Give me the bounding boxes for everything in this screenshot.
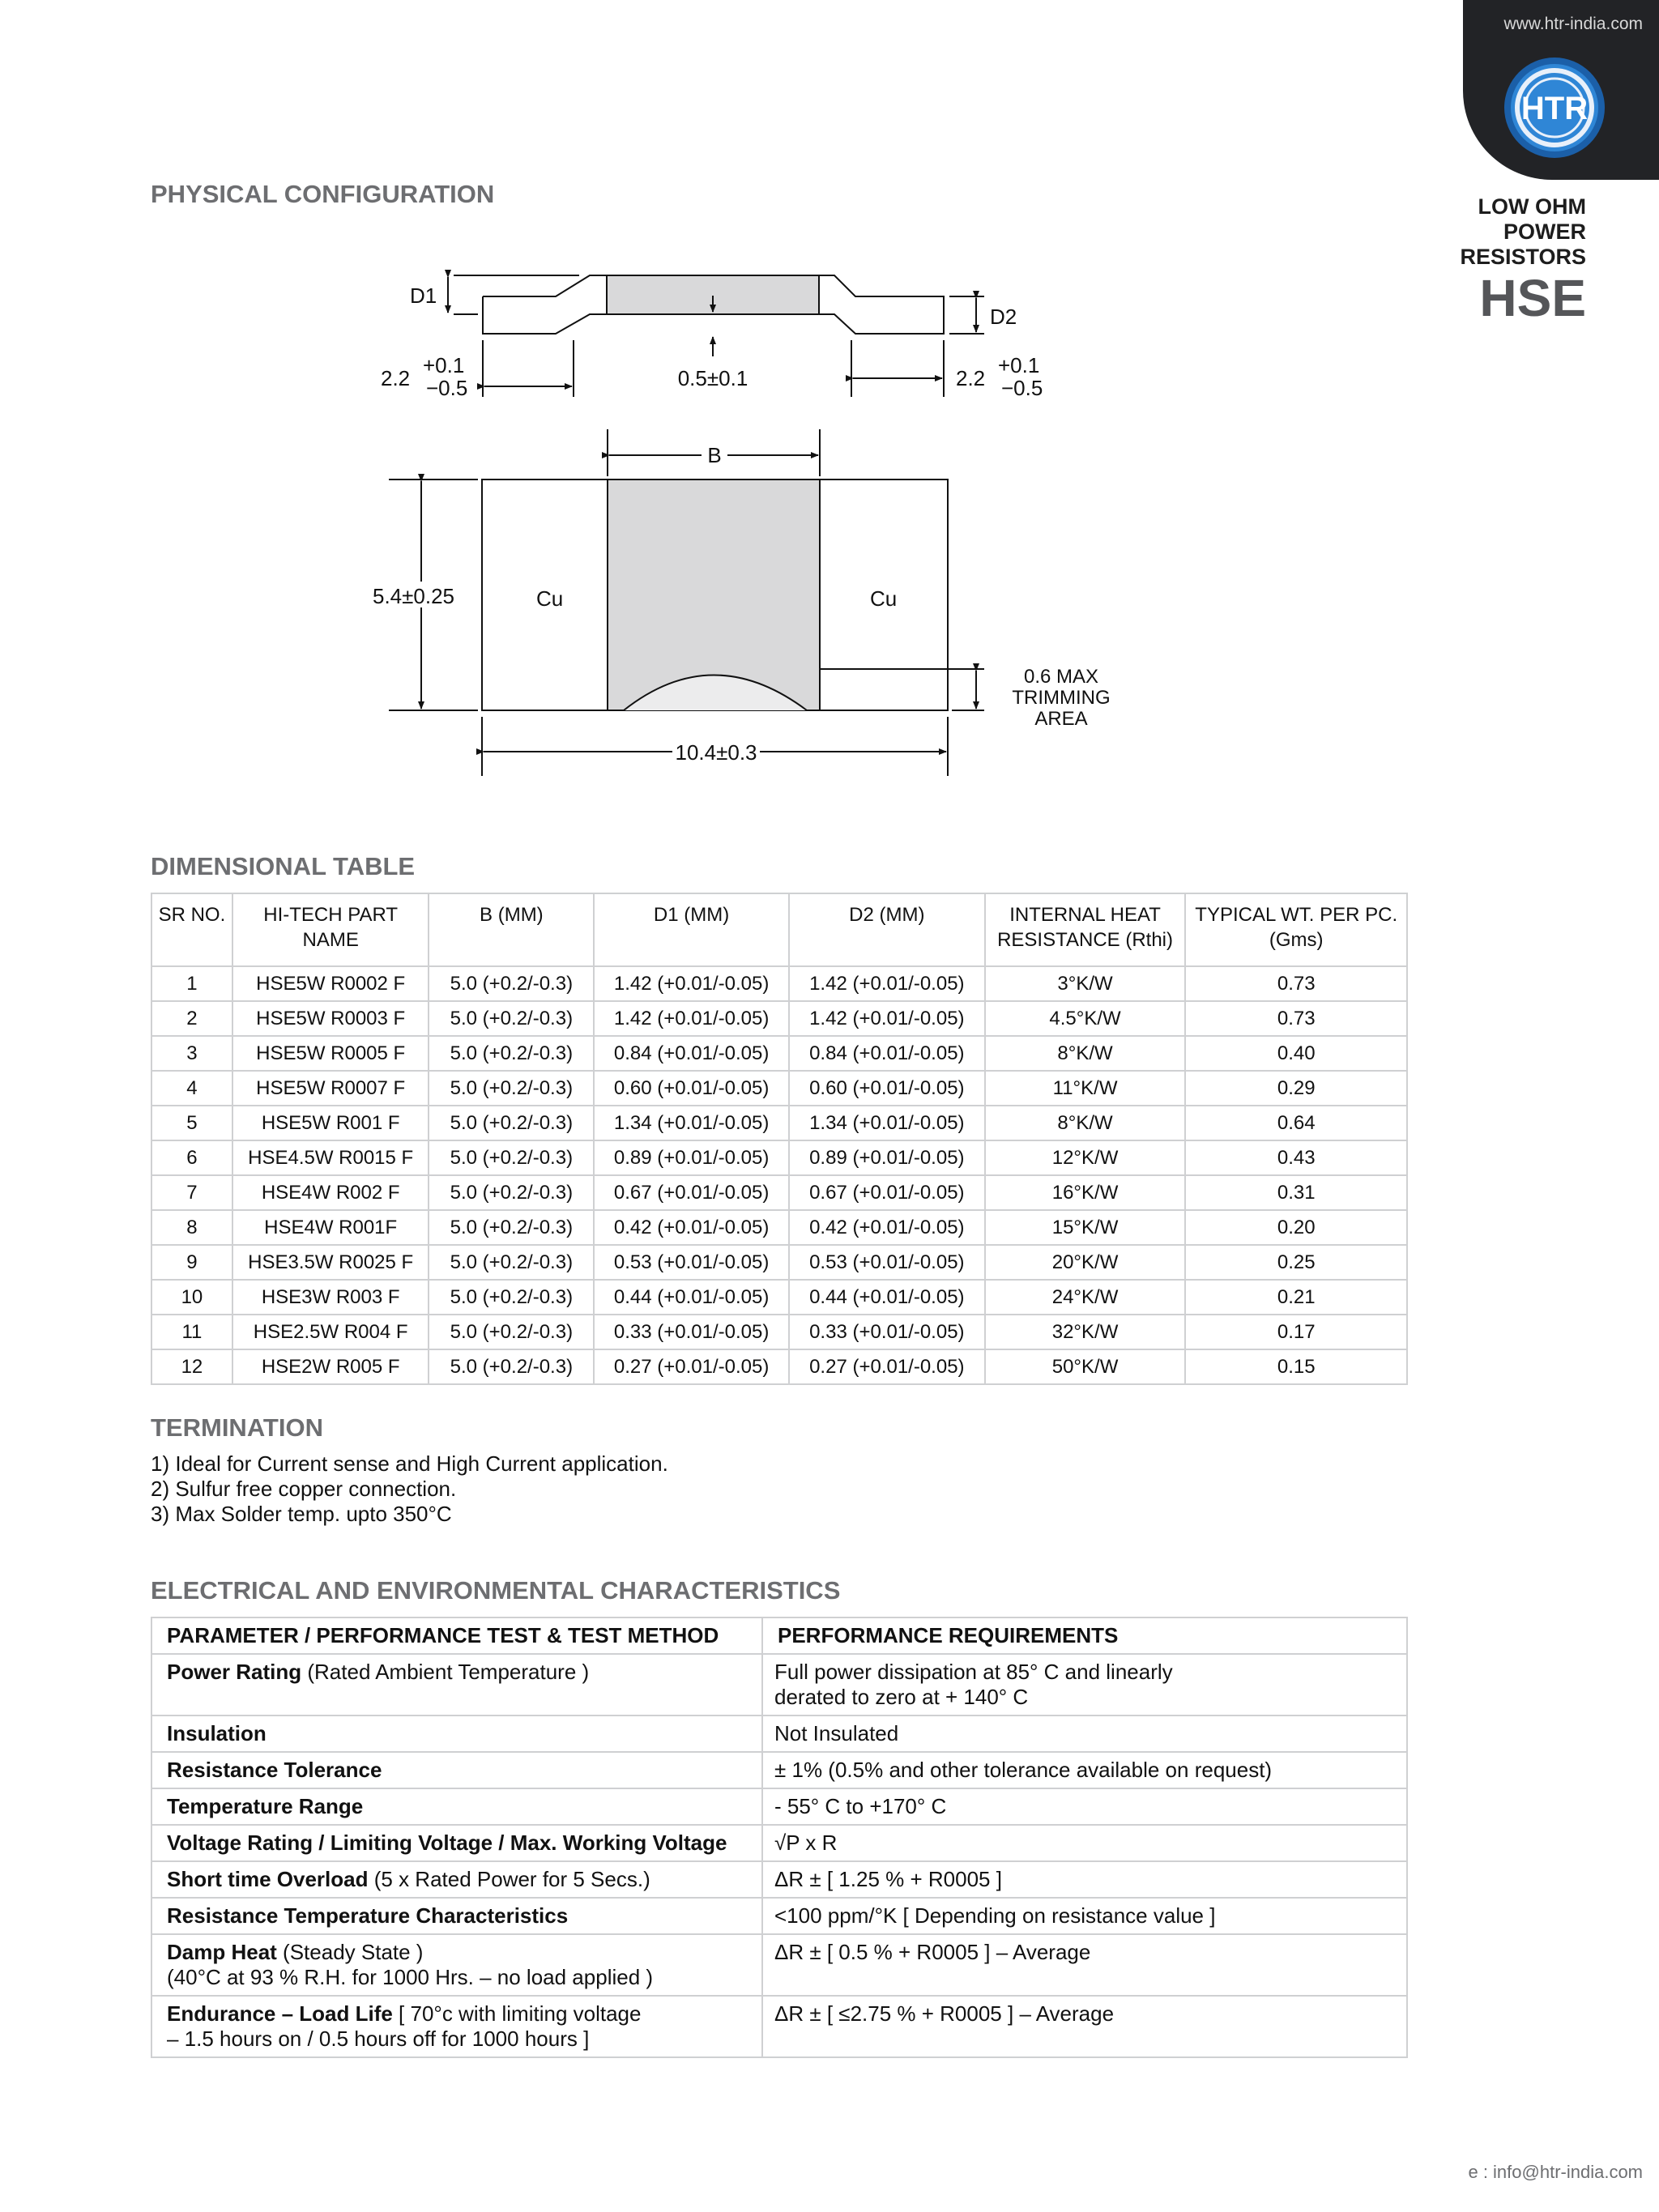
table-row [151,1001,1407,1036]
parameter-name: Insulation [167,1721,267,1745]
table-row [151,1654,1407,1715]
cell-b: 5.0 (+0.2/-0.3) [429,1140,594,1175]
cell-part-name: HSE2W R005 F [232,1349,429,1384]
table-row [151,1996,1407,2057]
requirement-line-1: √P x R [774,1831,838,1855]
cell-part-name: HSE5W R0002 F [232,966,429,1001]
cell-sr-no: 2 [151,1001,232,1036]
table-row [151,1140,1407,1175]
cell-sr-no: 4 [151,1071,232,1106]
requirement-line-2: derated to zero at + 140° C [774,1685,1029,1709]
table-row [151,1934,1407,1996]
cell-requirement [762,1752,1407,1788]
col-heat-resistance-1: INTERNAL HEAT [1009,904,1161,926]
col-sr-no: SR NO. [151,893,232,966]
requirement-line-1: Full power dissipation at 85° C and linearly [774,1660,1173,1684]
cell-weight: 0.15 [1185,1349,1407,1384]
series-line-2: POWER [1503,219,1586,244]
parameter-name: Resistance Tolerance [167,1758,382,1782]
parameter-name: Power Rating [167,1660,302,1684]
cell-d2: 0.84 (+0.01/-0.05) [789,1036,985,1071]
cell-b: 5.0 (+0.2/-0.3) [429,1315,594,1349]
col-heat-resistance [985,893,1186,966]
requirement-line-1: Not Insulated [774,1721,899,1745]
dimensional-table [151,893,1408,1385]
cell-d2: 0.42 (+0.01/-0.05) [789,1210,985,1245]
label-b: B [707,443,722,467]
cell-weight: 0.31 [1185,1175,1407,1210]
requirement-line-1: ΔR ± [ 0.5 % + R0005 ] – Average [774,1940,1091,1964]
termination-title: TERMINATION [151,1413,323,1442]
cell-d1: 0.84 (+0.01/-0.05) [594,1036,789,1071]
logo-text: HTR [1520,91,1589,126]
cell-heat-resistance: 11°K/W [985,1071,1186,1106]
table-row [151,1752,1407,1788]
col-parameter: PARAMETER / PERFORMANCE TEST & TEST METHOD [151,1617,762,1654]
cell-d2: 1.42 (+0.01/-0.05) [789,1001,985,1036]
cell-requirement [762,1861,1407,1898]
cell-weight: 0.29 [1185,1071,1407,1106]
series-code: HSE [1479,269,1586,327]
label-trim-1: 0.6 MAX [1023,666,1099,688]
requirement-line-1: - 55° C to +170° C [774,1794,947,1818]
cell-weight: 0.40 [1185,1036,1407,1071]
dimensional-table-title: DIMENSIONAL TABLE [151,852,416,880]
cell-part-name: HSE2.5W R004 F [232,1315,429,1349]
cell-sr-no: 1 [151,966,232,1001]
cell-heat-resistance: 4.5°K/W [985,1001,1186,1036]
cell-sr-no: 10 [151,1280,232,1315]
cell-d1: 1.42 (+0.01/-0.05) [594,1001,789,1036]
cell-part-name: HSE5W R0003 F [232,1001,429,1036]
cell-weight: 0.21 [1185,1280,1407,1315]
parameter-condition: (Rated Ambient Temperature ) [301,1660,590,1684]
col-d1: D1 (MM) [594,893,789,966]
termination-item-3: 3) Max Solder temp. upto 350°C [151,1502,452,1526]
label-d1: D1 [410,283,437,308]
cell-d1: 0.60 (+0.01/-0.05) [594,1071,789,1106]
label-cu-right: Cu [870,586,898,611]
cell-parameter [151,1934,762,1996]
cell-d1: 0.89 (+0.01/-0.05) [594,1140,789,1175]
table-row [151,1210,1407,1245]
cell-parameter [151,1654,762,1715]
cell-d2: 1.34 (+0.01/-0.05) [789,1106,985,1140]
cell-requirement [762,1898,1407,1934]
label-length: 10.4±0.3 [675,740,757,765]
table-row [151,966,1407,1001]
label-d2: D2 [990,305,1017,329]
label-right-lead: 2.2 [956,366,986,390]
cell-sr-no: 9 [151,1245,232,1280]
cell-part-name: HSE3.5W R0025 F [232,1245,429,1280]
parameter-name: Endurance – Load Life [167,2001,393,2026]
cell-d1: 0.67 (+0.01/-0.05) [594,1175,789,1210]
requirement-line-1: <100 ppm/°K [ Depending on resistance value ] [774,1903,1216,1928]
cell-weight: 0.25 [1185,1245,1407,1280]
cell-requirement [762,1788,1407,1825]
cell-part-name: HSE3W R003 F [232,1280,429,1315]
cell-b: 5.0 (+0.2/-0.3) [429,1001,594,1036]
product-series [1460,194,1586,326]
cell-weight: 0.17 [1185,1315,1407,1349]
label-left-tol-top: +0.1 [423,353,465,377]
col-weight [1185,893,1407,966]
cell-d1: 0.33 (+0.01/-0.05) [594,1315,789,1349]
cell-requirement [762,1715,1407,1752]
cell-b: 5.0 (+0.2/-0.3) [429,1106,594,1140]
cell-d1: 0.44 (+0.01/-0.05) [594,1280,789,1315]
parameter-condition: [ 70°c with limiting voltage [392,2001,642,2026]
cell-sr-no: 12 [151,1349,232,1384]
label-right-tol-top: +0.1 [998,353,1040,377]
cell-sr-no: 5 [151,1106,232,1140]
col-d2: D2 (MM) [789,893,985,966]
footer-email[interactable]: e : info@htr-india.com [1468,2162,1643,2182]
cell-part-name: HSE5W R0007 F [232,1071,429,1106]
cell-sr-no: 7 [151,1175,232,1210]
cell-d2: 0.67 (+0.01/-0.05) [789,1175,985,1210]
table-row [151,1280,1407,1315]
cell-heat-resistance: 20°K/W [985,1245,1186,1280]
cell-parameter [151,1788,762,1825]
cell-heat-resistance: 3°K/W [985,966,1186,1001]
label-right-tol-bottom: −0.5 [1001,376,1043,400]
table-row [151,1175,1407,1210]
cell-parameter [151,1861,762,1898]
parameter-condition: (Steady State ) [276,1940,424,1964]
cell-sr-no: 11 [151,1315,232,1349]
cell-b: 5.0 (+0.2/-0.3) [429,1280,594,1315]
cell-d2: 0.60 (+0.01/-0.05) [789,1071,985,1106]
termination-list [151,1451,668,1527]
cell-b: 5.0 (+0.2/-0.3) [429,1036,594,1071]
col-requirement: PERFORMANCE REQUIREMENTS [762,1617,1407,1654]
table-row [151,1898,1407,1934]
cell-part-name: HSE5W R001 F [232,1106,429,1140]
table-row [151,1315,1407,1349]
col-weight-1: TYPICAL WT. PER PC. [1195,904,1398,926]
cell-b: 5.0 (+0.2/-0.3) [429,1245,594,1280]
cell-sr-no: 8 [151,1210,232,1245]
cell-part-name: HSE4W R002 F [232,1175,429,1210]
cell-d2: 1.42 (+0.01/-0.05) [789,966,985,1001]
cell-heat-resistance: 12°K/W [985,1140,1186,1175]
cell-heat-resistance: 16°K/W [985,1175,1186,1210]
table-row [151,1788,1407,1825]
label-trim-3: AREA [1034,708,1088,730]
website-url[interactable]: www.htr-india.com [1503,15,1643,33]
label-height: 5.4±0.25 [373,584,455,608]
cell-d2: 0.33 (+0.01/-0.05) [789,1315,985,1349]
termination-item-1: 1) Ideal for Current sense and High Current application. [151,1451,668,1476]
parameter-condition-line-2: (40°C at 93 % R.H. for 1000 Hrs. – no load applied ) [167,1965,654,1989]
table-row [151,1715,1407,1752]
parameter-name: Damp Heat [167,1940,277,1964]
label-left-tol-bottom: −0.5 [426,376,468,400]
header-corner [1463,0,1659,180]
electrical-header-row [151,1617,1407,1654]
cell-d1: 0.53 (+0.01/-0.05) [594,1245,789,1280]
cell-parameter [151,1825,762,1861]
cell-requirement [762,1654,1407,1715]
label-left-lead: 2.2 [381,366,411,390]
table-row [151,1106,1407,1140]
dimensional-header-row [151,893,1407,966]
cell-part-name: HSE5W R0005 F [232,1036,429,1071]
cell-weight: 0.73 [1185,1001,1407,1036]
cell-parameter [151,1996,762,2057]
col-weight-2: (Gms) [1269,929,1324,951]
table-row [151,1861,1407,1898]
cell-sr-no: 6 [151,1140,232,1175]
cell-heat-resistance: 50°K/W [985,1349,1186,1384]
cell-d1: 1.34 (+0.01/-0.05) [594,1106,789,1140]
cell-heat-resistance: 8°K/W [985,1106,1186,1140]
cell-b: 5.0 (+0.2/-0.3) [429,1349,594,1384]
parameter-condition-line-2: – 1.5 hours on / 0.5 hours off for 1000 hours ] [167,2027,590,2051]
col-heat-resistance-2: RESISTANCE (Rthi) [997,929,1173,951]
cell-requirement [762,1996,1407,2057]
requirement-line-1: ± 1% (0.5% and other tolerance available on request) [774,1758,1273,1782]
cell-part-name: HSE4W R001F [232,1210,429,1245]
table-row [151,1071,1407,1106]
col-part-name: HI-TECH PART NAME [232,893,429,966]
cell-d2: 0.53 (+0.01/-0.05) [789,1245,985,1280]
cell-weight: 0.20 [1185,1210,1407,1245]
cell-parameter [151,1715,762,1752]
cell-requirement [762,1825,1407,1861]
termination-item-2: 2) Sulfur free copper connection. [151,1477,457,1501]
parameter-name: Temperature Range [167,1794,364,1818]
cell-part-name: HSE4.5W R0015 F [232,1140,429,1175]
electrical-table [151,1617,1408,2058]
cell-heat-resistance: 15°K/W [985,1210,1186,1245]
table-row [151,1349,1407,1384]
table-row [151,1036,1407,1071]
cell-heat-resistance: 8°K/W [985,1036,1186,1071]
cell-requirement [762,1934,1407,1996]
cell-d1: 0.42 (+0.01/-0.05) [594,1210,789,1245]
cell-b: 5.0 (+0.2/-0.3) [429,1071,594,1106]
table-row [151,1825,1407,1861]
label-cu-left: Cu [536,586,564,611]
requirement-line-1: ΔR ± [ 1.25 % + R0005 ] [774,1867,1002,1891]
parameter-name: Voltage Rating / Limiting Voltage / Max. Working Voltage [167,1831,727,1855]
physical-configuration-title: PHYSICAL CONFIGURATION [151,180,495,208]
label-thickness: 0.5±0.1 [677,366,748,390]
requirement-line-1: ΔR ± [ ≤2.75 % + R0005 ] – Average [774,2001,1115,2026]
cell-d2: 0.44 (+0.01/-0.05) [789,1280,985,1315]
cell-heat-resistance: 24°K/W [985,1280,1186,1315]
cell-weight: 0.43 [1185,1140,1407,1175]
cell-heat-resistance: 32°K/W [985,1315,1186,1349]
label-trim-2: TRIMMING [1012,687,1111,709]
cell-weight: 0.64 [1185,1106,1407,1140]
parameter-condition: (5 x Rated Power for 5 Secs.) [368,1867,650,1891]
cell-b: 5.0 (+0.2/-0.3) [429,1175,594,1210]
col-b: B (MM) [429,893,594,966]
cell-d1: 0.27 (+0.01/-0.05) [594,1349,789,1384]
physical-configuration-drawing [356,258,1111,792]
series-line-1: LOW OHM [1478,194,1586,219]
series-line-3: RESISTORS [1460,245,1586,269]
cell-b: 5.0 (+0.2/-0.3) [429,1210,594,1245]
parameter-name: Resistance Temperature Characteristics [167,1903,569,1928]
electrical-title: ELECTRICAL AND ENVIRONMENTAL CHARACTERISTICS [151,1576,841,1605]
cell-sr-no: 3 [151,1036,232,1071]
cell-d2: 0.89 (+0.01/-0.05) [789,1140,985,1175]
cell-b: 5.0 (+0.2/-0.3) [429,966,594,1001]
table-row [151,1245,1407,1280]
cell-d2: 0.27 (+0.01/-0.05) [789,1349,985,1384]
cell-weight: 0.73 [1185,966,1407,1001]
cell-parameter [151,1898,762,1934]
cell-parameter [151,1752,762,1788]
cell-d1: 1.42 (+0.01/-0.05) [594,966,789,1001]
parameter-name: Short time Overload [167,1867,369,1891]
htr-logo-icon [1502,55,1607,160]
